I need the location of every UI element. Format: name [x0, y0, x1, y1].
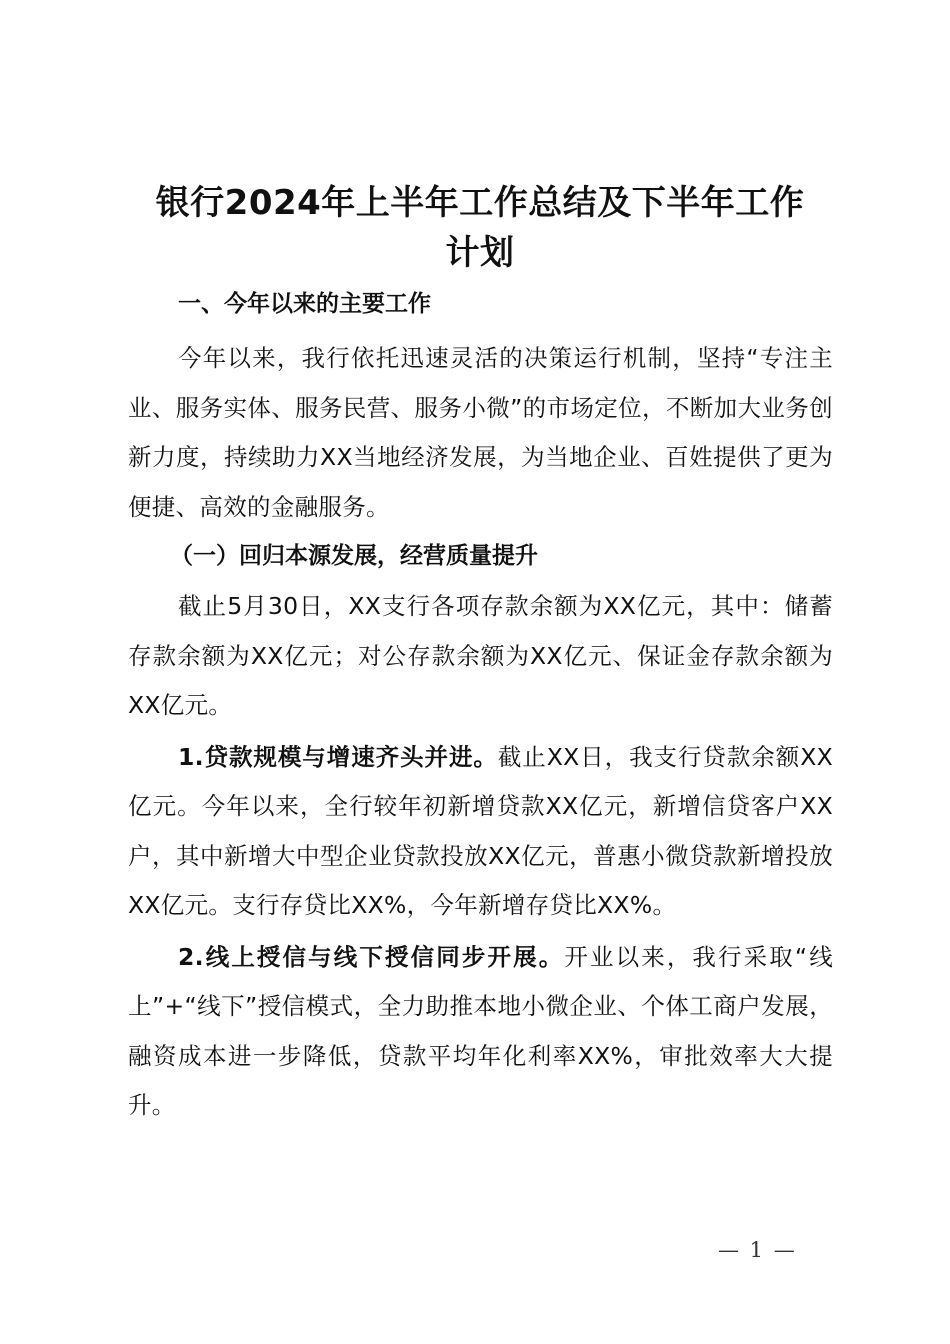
page-number: — 1 — [718, 1238, 797, 1262]
title-line-1: 银行2024年上半年工作总结及下半年工作 [155, 183, 805, 223]
paragraph-deposit: 截止5月30日，XX支行各项存款余额为XX亿元，其中：储蓄存款余额为XX亿元；对公存款余额为XX亿元、保证金存款余额为XX亿元。 [128, 592, 833, 719]
subsection-heading: （一）回归本源发展，经营质量提升 [170, 543, 538, 569]
paragraph-credit [128, 933, 833, 1131]
paragraph-credit-lead: 2.线上授信与线下授信同步开展。 [178, 942, 565, 971]
paragraph-loans-lead: 1.贷款规模与增速齐头并进。 [178, 742, 498, 771]
paragraph-credit-body: 开业以来，我行采取“线上”+“线下”授信模式，全力助推本地小微企业、个体工商户发展，融资成本进一步降低，贷款平均年化利率XX%，审批效率大大提升。 [128, 942, 833, 1119]
document-body [128, 284, 833, 1131]
paragraph-loans [128, 733, 833, 931]
section-heading: 一、今年以来的主要工作 [178, 291, 431, 317]
title-line-2: 计划 [445, 233, 515, 273]
paragraph-intro: 今年以来，我行依托迅速灵活的决策运行机制，坚持“专注主业、服务实体、服务民营、服务小微”的市场定位，不断加大业务创新力度，持续助力XX当地经济发展，为当地企业、百姓提供了更为便捷、高效的金融服务。 [128, 344, 833, 521]
paragraph-loans-body: 截止XX日，我支行贷款余额XX亿元。今年以来，全行较年初新增贷款XX亿元，新增信贷客户XX户，其中新增大中型企业贷款投放XX亿元，普惠小微贷款新增投放XX亿元。支行存贷比XX%，今年新增存贷比XX%。 [128, 742, 833, 919]
document-title [100, 178, 860, 278]
